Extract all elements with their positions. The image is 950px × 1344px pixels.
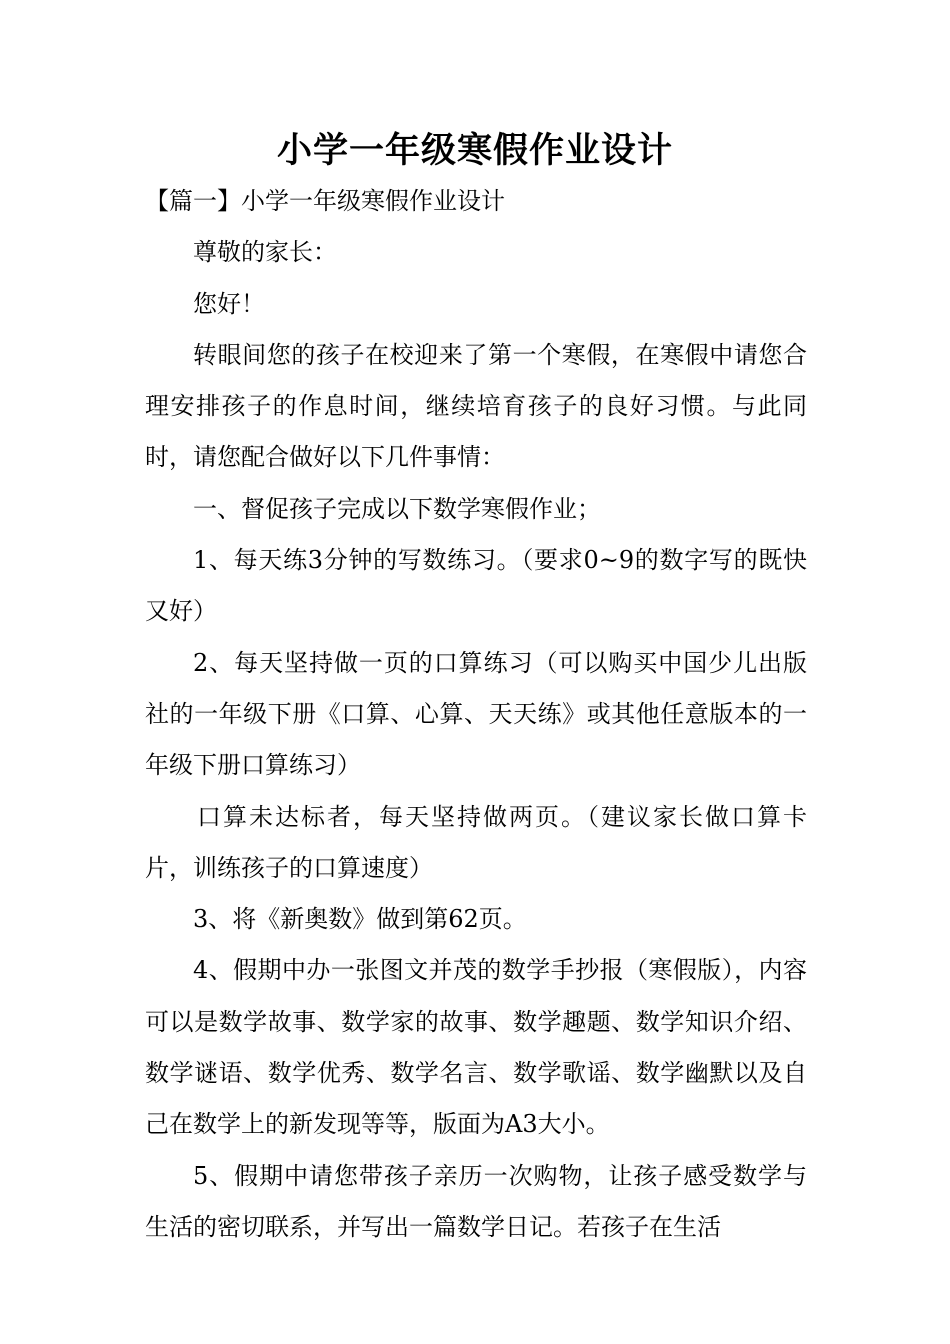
item-2-paragraph: 2、每天坚持做一页的口算练习（可以购买中国少儿出版社的一年级下册《口算、心算、天天练》或其他任意版本的一年级下册口算练习） (145, 648, 807, 780)
section-one-heading: 一、督促孩子完成以下数学寒假作业； (193, 494, 601, 523)
item-4-paragraph: 4、假期中办一张图文并茂的数学手抄报（寒假版），内容可以是数学故事、数学家的故事、数学趣题、数学知识介绍、数学谜语、数学优秀、数学名言、数学歌谣、数学幽默以及自己在数学上的新发现等等，版面为A3大小。 (145, 956, 807, 1139)
salutation: 尊敬的家长： (193, 238, 337, 267)
item-2-note-paragraph: 口算未达标者，每天坚持做两页。（建议家长做口算卡片，训练孩子的口算速度） (145, 802, 807, 882)
section-heading: 【篇一】小学一年级寒假作业设计 (145, 187, 505, 215)
greeting: 您好！ (193, 289, 265, 318)
item-5-paragraph: 5、假期中请您带孩子亲历一次购物，让孩子感受数学与生活的密切联系，并写出一篇数学日记。若孩子在生活 (145, 1161, 807, 1241)
intro-paragraph: 转眼间您的孩子在校迎来了第一个寒假，在寒假中请您合理安排孩子的作息时间，继续培育孩子的良好习惯。与此同时，请您配合做好以下几件事情： (145, 340, 807, 472)
document-body (145, 176, 807, 1253)
item-3-paragraph: 3、将《新奥数》做到第62页。 (193, 905, 527, 934)
document-title: 小学一年级寒假作业设计 (276, 131, 673, 171)
item-1-paragraph: 1、每天练3分钟的写数练习。（要求0~9的数字写的既快又好） (145, 546, 807, 626)
